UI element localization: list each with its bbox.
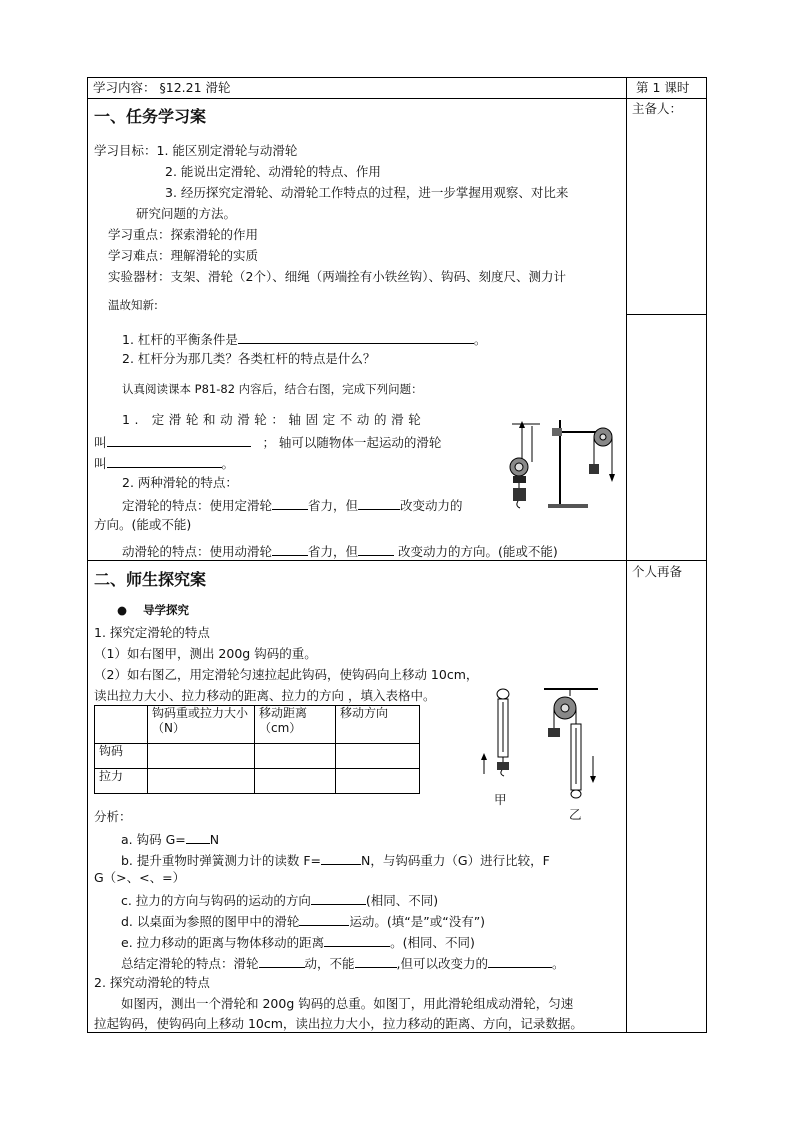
key-point: 学习重点：探索滑轮的作用 bbox=[108, 227, 259, 242]
table-header-distance: 移动距离（cm） bbox=[255, 706, 336, 744]
step-1: 1. 探究定滑轮的特点 bbox=[94, 625, 210, 640]
table-header-weight: 钩码重或拉力大小（N） bbox=[148, 706, 255, 744]
analysis-label: 分析： bbox=[94, 809, 132, 824]
record-table bbox=[94, 705, 420, 794]
personal-label: 个人再备 bbox=[632, 564, 683, 579]
table-row-label: 拉力 bbox=[95, 769, 148, 794]
table-row-label: 钩码 bbox=[95, 744, 148, 769]
guide-bullet: ● 导学探究 bbox=[117, 603, 190, 617]
movable-pulley-diagram bbox=[548, 420, 615, 508]
step-2b: 拉起钩码，使钩码向上移动 10cm，读出拉力大小，拉力移动的距离、方向，记录数据。 bbox=[94, 1016, 583, 1031]
bullet-icon: ● bbox=[117, 603, 128, 617]
read-hint: 认真阅读课本 P81-82 内容后，结合右图，完成下列问题： bbox=[122, 382, 423, 396]
step-2: 2. 探究动滑轮的特点 bbox=[94, 975, 210, 990]
figure-jia bbox=[481, 689, 509, 776]
pulley-def-line-3: 叫 。 bbox=[94, 453, 234, 473]
part2-title: 二、师生探究案 bbox=[94, 570, 207, 589]
pulley-def-line-1: 1. 定滑轮和动滑轮：轴固定不动的滑轮 bbox=[122, 412, 426, 427]
step-1a: （1）如右图甲，测出 200g 钩码的重。 bbox=[94, 646, 317, 661]
movable-pulley-feature: 动滑轮的特点：使用动滑轮 省力，但 改变动力的方向。(能或不能) bbox=[122, 541, 558, 561]
section-title: §12.21 滑轮 bbox=[159, 80, 231, 95]
figure-yi bbox=[544, 689, 598, 798]
part1-title: 一、任务学习案 bbox=[94, 107, 207, 126]
table-cell[interactable] bbox=[255, 744, 336, 769]
fixed-pulley-feature-2: 方向。(能或不能) bbox=[94, 517, 192, 532]
pulley-features: 2. 两种滑轮的特点： bbox=[122, 475, 238, 490]
goals-line-2: 2. 能说出定滑轮、动滑轮的特点、作用 bbox=[165, 164, 381, 179]
step-1c: 读出拉力大小、拉力移动的距离、拉力的方向 ，填入表格中。 bbox=[94, 688, 436, 703]
table-cell[interactable] bbox=[148, 769, 255, 794]
difficulty: 学习难点：理解滑轮的实质 bbox=[108, 248, 259, 263]
step-2a: 如图丙，测出一个滑轮和 200g 钩码的总重。如图丁，用此滑轮组成动滑轮，匀速 bbox=[121, 996, 574, 1011]
fixed-summary: 总结定滑轮的特点：滑轮 动，不能 ,但可以改变力的 。 bbox=[121, 953, 565, 973]
content-label: 学习内容： §12.21 滑轮 bbox=[93, 80, 231, 95]
goals-line-3: 3. 经历探究定滑轮、动滑轮工作特点的过程，进一步掌握用观察、对比来 bbox=[165, 185, 569, 200]
table-cell[interactable] bbox=[336, 744, 420, 769]
analysis-a: a. 钩码 G= N bbox=[121, 829, 219, 849]
equipment: 实验器材：支架、滑轮（2个）、细绳（两端拴有小铁丝钩）、钩码、刻度尺、测力计 bbox=[108, 269, 566, 284]
lesson-number: 第 1 课时 bbox=[636, 80, 690, 95]
prep-label: 主备人： bbox=[632, 101, 683, 116]
label-yi: 乙 bbox=[569, 807, 582, 822]
fixed-pulley-feature: 定滑轮的特点：使用定滑轮 省力，但 改变动力的 bbox=[122, 495, 463, 515]
pulley-def-line-2: 叫 ； 轴可以随物体一起运动的滑轮 bbox=[94, 432, 441, 452]
analysis-d: d. 以桌面为参照的图甲中的滑轮 运动。(填“是”或“没有”) bbox=[121, 911, 485, 931]
pulley-figure bbox=[498, 412, 623, 512]
table-cell[interactable] bbox=[255, 769, 336, 794]
table-cell[interactable] bbox=[336, 769, 420, 794]
analysis-b2: G（>、<、=） bbox=[94, 870, 186, 885]
question-2: 2. 杠杆分为那几类？各类杠杆的特点是什么？ bbox=[122, 351, 376, 366]
analysis-e: e. 拉力移动的距离与物体移动的距离 。(相同、不同) bbox=[121, 932, 475, 952]
table-header-empty bbox=[95, 706, 148, 744]
analysis-c: c. 拉力的方向与钩码的运动的方向 (相同、不同) bbox=[121, 890, 438, 910]
step-1b: （2）如右图乙，用定滑轮匀速拉起此钩码，使钩码向上移动 10cm， bbox=[94, 667, 479, 682]
goals-line-1: 学习目标：1. 能区别定滑轮与动滑轮 bbox=[94, 143, 298, 158]
label-jia: 甲 bbox=[494, 792, 507, 807]
goals-line-4: 研究问题的方法。 bbox=[136, 206, 237, 221]
question-1: 1. 杠杆的平衡条件是 。 bbox=[122, 329, 486, 349]
analysis-b: b. 提升重物时弹簧测力计的读数 F= N，与钩码重力（G）进行比较，F bbox=[121, 850, 550, 870]
review-label: 温故知新: bbox=[108, 298, 158, 312]
table-cell[interactable] bbox=[148, 744, 255, 769]
fixed-pulley-diagram bbox=[510, 421, 540, 508]
table-header-direction: 移动方向 bbox=[336, 706, 420, 744]
